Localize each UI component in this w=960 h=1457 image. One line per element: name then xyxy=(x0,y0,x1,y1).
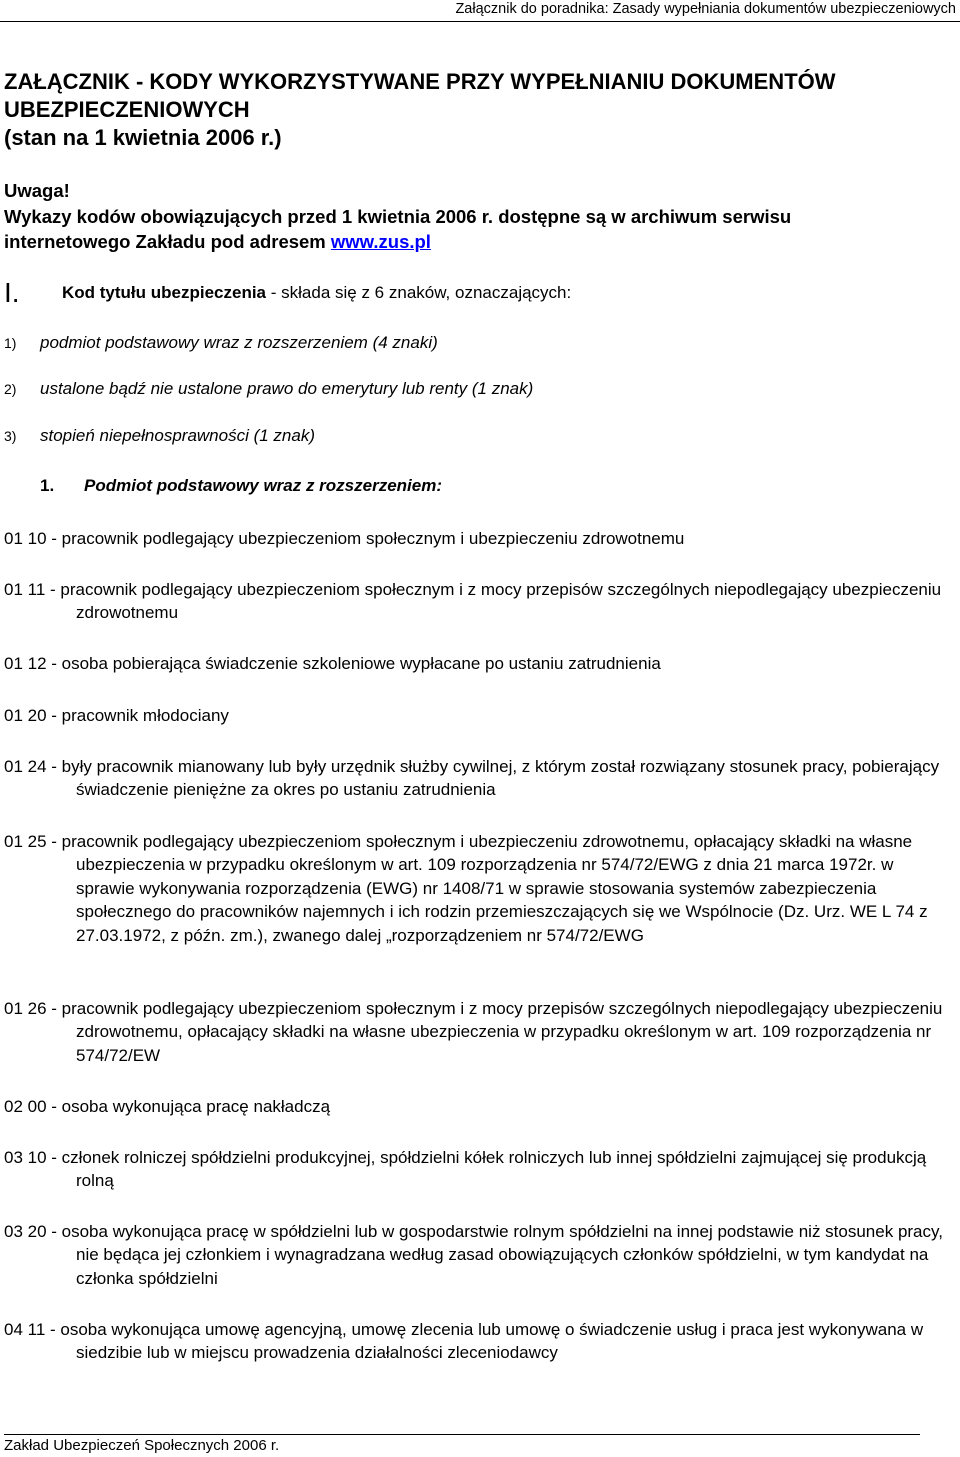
document-title-line-2: UBEZPIECZENIOWYCH xyxy=(4,97,250,122)
running-header: Załącznik do poradnika: Zasady wypełniania dokumentów ubezpieczeniowych xyxy=(455,1,956,17)
zus-website-link[interactable]: www.zus.pl xyxy=(330,231,431,252)
subsection-heading xyxy=(40,474,442,498)
code-entry-text: 01 12 - osoba pobierająca świadczenie szkoleniowe wypłacane po ustaniu zatrudnienia xyxy=(4,654,661,673)
code-entry xyxy=(4,1220,954,1290)
code-entry-text: 01 10 - pracownik podlegający ubezpieczeniom społecznym i ubezpieczeniu zdrowotnemu xyxy=(4,529,685,548)
section-title: Kod tytułu ubezpieczenia xyxy=(62,283,267,302)
code-entry xyxy=(4,1146,954,1193)
note-line-2-text: internetowego Zakładu pod adresem xyxy=(4,231,331,252)
page-footer: Zakład Ubezpieczeń Społecznych 2006 r. xyxy=(4,1437,280,1454)
code-entry xyxy=(4,578,954,625)
list-number: 3) xyxy=(4,428,17,444)
section-description: - składa się z 6 znaków, oznaczających: xyxy=(266,283,572,302)
list-number: 1) xyxy=(4,335,17,351)
code-entry xyxy=(4,830,954,947)
header-divider xyxy=(0,21,960,22)
code-entry-text: 01 25 - pracownik podlegający ubezpieczeniom społecznym i ubezpieczeniu zdrowotnemu, opłacający składki na własne ubezpieczenia w przypadku określonym w art. 109 rozporządzenia nr 574/72/EWG z dnia 21 marca 1972r. w sprawie wykonywania rozporządzenia (EWG) nr 1408/71 w sprawie stosowania systemów zabezpieczenia społecznego do pracowników najemnych i ich rodzin przemieszczających się we Wspólnocie (Dz. Urz. WE L 74 z 27.03.1972, z późn. zm.), zwanego dalej „rozporządzeniem nr 574/72/EWG xyxy=(4,832,928,945)
note-line-1: Wykazy kodów obowiązujących przed 1 kwietnia 2006 r. dostępne są w archiwum serwisu xyxy=(4,206,792,227)
list-number: 2) xyxy=(4,381,17,397)
code-entry-text: 01 26 - pracownik podlegający ubezpieczeniom społecznym i z mocy przepisów szczególnych niepodlegający ubezpieczeniu zdrowotnemu, opłacający składki na własne ubezpieczenia w przypadku określonym w art. 109 rozporządzenia nr 574/72/EW xyxy=(4,999,943,1065)
code-entry-text: 03 20 - osoba wykonująca pracę w spółdzielni lub w gospodarstwie rolnym spółdzielni na innej podstawie niż stosunek pracy, nie będąca jej członkiem i wynagradzana według zasad obowiązujących członków spółdzielni, w tym kandydat na członka spółdzielni xyxy=(4,1222,943,1288)
code-part-item xyxy=(4,377,533,401)
document-title-line-1: ZAŁĄCZNIK - KODY WYKORZYSTYWANE PRZY WYPEŁNIANIU DOKUMENTÓW xyxy=(4,69,836,94)
subsection-number: 1. xyxy=(40,476,55,495)
document-title-line-3: (stan na 1 kwietnia 2006 r.) xyxy=(4,125,282,150)
subsection-title: Podmiot podstawowy wraz z rozszerzeniem: xyxy=(84,476,443,495)
code-entry-text: 02 00 - osoba wykonująca pracę nakładczą xyxy=(4,1097,331,1116)
code-entry xyxy=(4,1095,954,1118)
section-number: I. xyxy=(4,277,20,308)
code-entry xyxy=(4,652,954,675)
code-part-text: podmiot podstawowy wraz z rozszerzeniem (4 znaki) xyxy=(40,333,438,352)
note-label: Uwaga! xyxy=(4,180,70,201)
code-part-text: ustalone bądź nie ustalone prawo do emerytury lub renty (1 znak) xyxy=(40,379,534,398)
code-entry xyxy=(4,755,954,802)
code-part-item xyxy=(4,424,315,448)
code-entry-text: 01 24 - były pracownik mianowany lub były urzędnik służby cywilnej, z którym został rozwiązany stosunek pracy, pobierający świadczenie pieniężne za okres po ustaniu zatrudnienia xyxy=(4,757,940,800)
code-part-item xyxy=(4,331,438,355)
code-entry-text: 03 10 - członek rolniczej spółdzielni produkcyjnej, spółdzielni kółek rolniczych lub innej spółdzielni zajmującej się produkcją rolną xyxy=(4,1148,927,1191)
code-entry-text: 04 11 - osoba wykonująca umowę agencyjną, umowę zlecenia lub umowę o świadczenie usług i praca jest wykonywana w siedzibie lub w miejscu prowadzenia działalności zleceniodawcy xyxy=(4,1320,924,1363)
footer-divider xyxy=(4,1434,920,1435)
code-entry xyxy=(4,704,954,727)
code-entry xyxy=(4,527,954,550)
code-entry-text: 01 20 - pracownik młodociany xyxy=(4,706,229,725)
code-entry-text: 01 11 - pracownik podlegający ubezpieczeniom społecznym i z mocy przepisów szczególnych niepodlegający ubezpieczeniu zdrowotnemu xyxy=(4,580,942,623)
code-entry xyxy=(4,1318,954,1365)
code-part-text: stopień niepełnosprawności (1 znak) xyxy=(40,426,315,445)
code-entry xyxy=(4,997,954,1067)
section-heading xyxy=(62,281,571,305)
note-line-2 xyxy=(4,230,431,254)
